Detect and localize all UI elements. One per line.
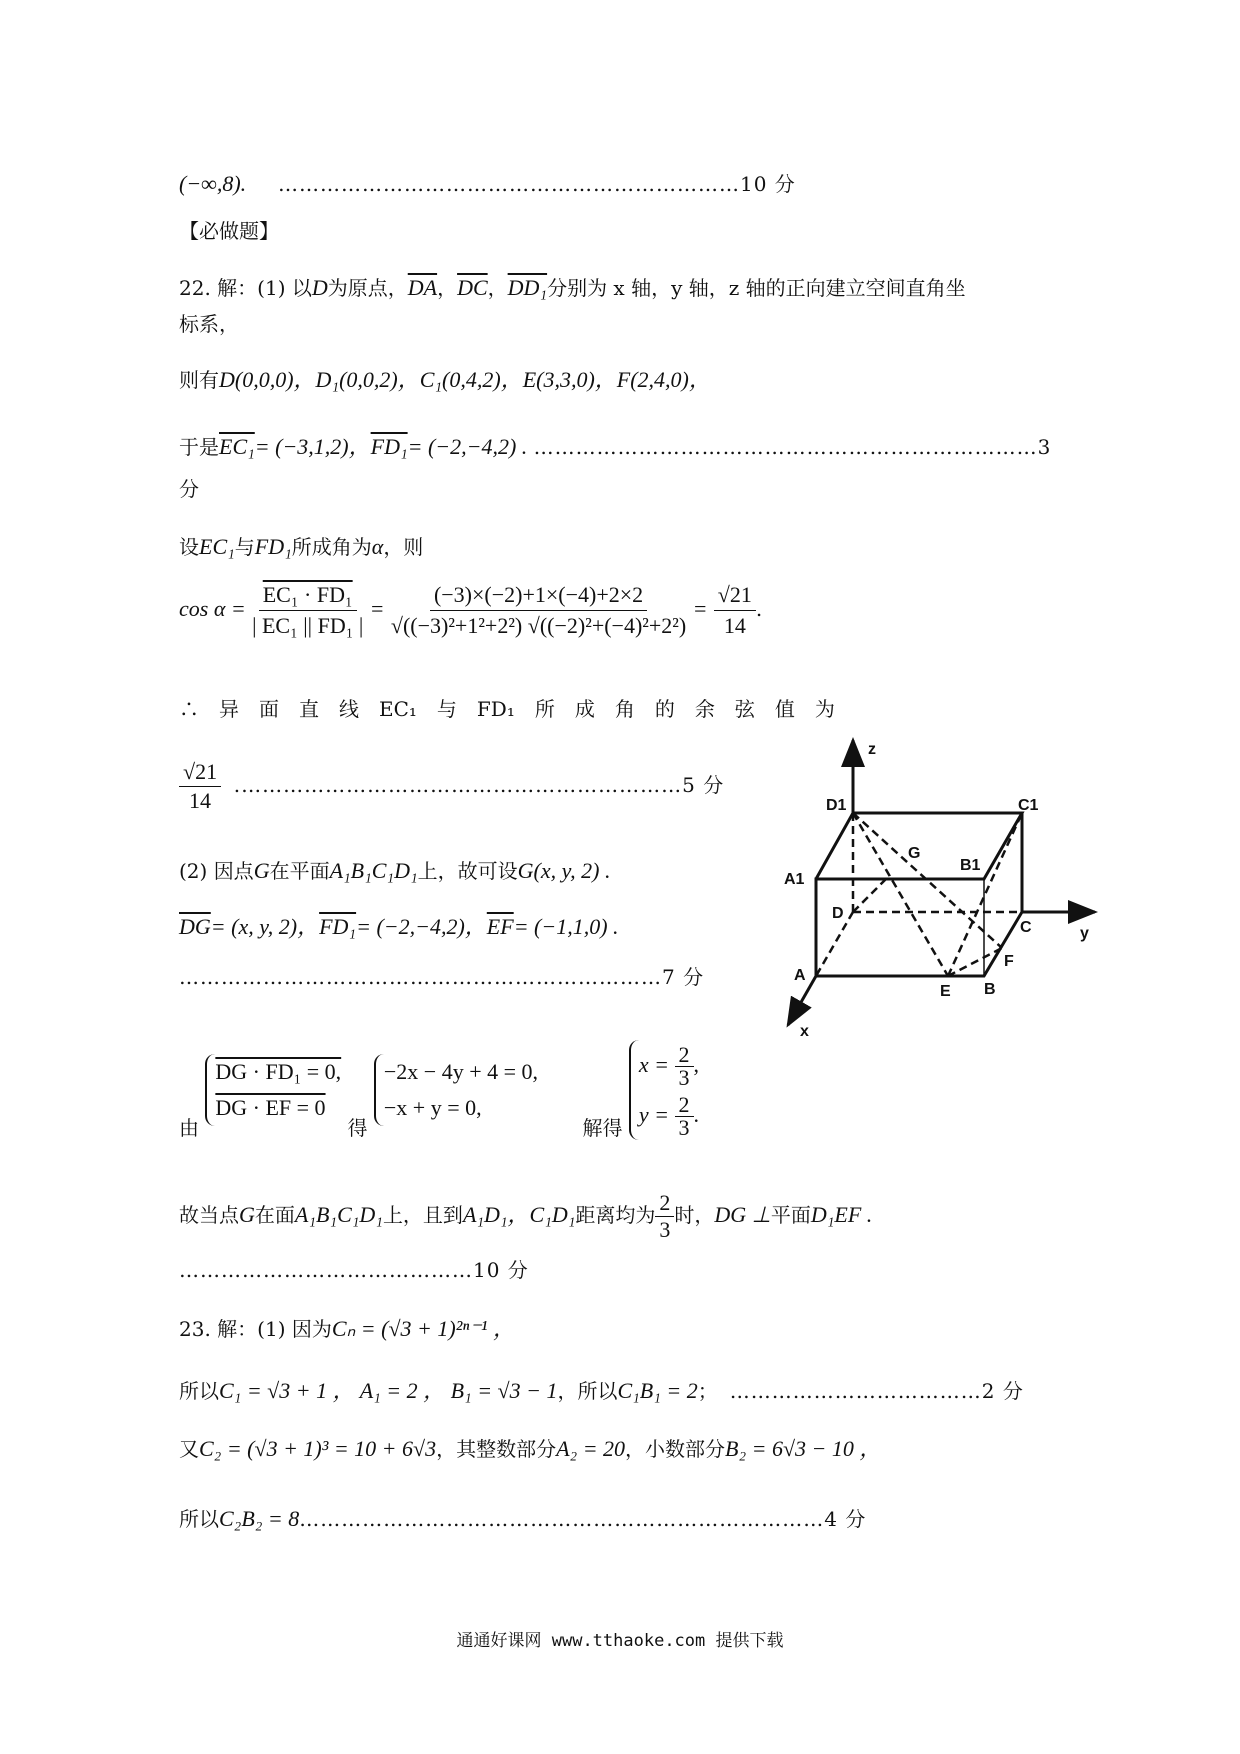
fraction [714,580,756,641]
text: 故当点 [179,1203,239,1227]
math: = (x, y, 2)， [210,914,320,939]
fraction [675,1044,694,1089]
numerator: 2 [655,1190,674,1217]
score-dots: ………………………………………………………………3 [533,435,1052,459]
coords-line [179,368,711,392]
text: (2) 因点 [179,859,254,883]
label: B1 [960,857,981,874]
text: 上，故可设 [417,859,518,883]
equation: x = [638,1052,670,1077]
text: 22. 解：(1) 以 [179,276,312,300]
text: ，所以 [557,1379,618,1403]
math: G(x, y, 2) . [517,858,611,883]
text: 所以 [179,1379,219,1403]
text: 设 [179,535,199,559]
fraction [655,1190,674,1243]
math: C₂B₂ = 8 [219,1506,300,1531]
math: D₁EF . [810,1202,873,1227]
text: 所成角为 [291,535,372,559]
math: α [371,534,384,559]
text: 为原点， [327,276,408,300]
result-line [179,758,724,815]
math: D [311,275,328,300]
footer: 通通好课网 www.tthaoke.com 提供下载 [456,1631,784,1651]
math: C₁B₁ = 2 [617,1378,698,1403]
part2-line [179,859,610,883]
denominator: | EC₁ || FD₁ | [252,613,364,638]
text: 分别为 x 轴，y 轴，z 轴的正向建立空间直角坐 [547,276,966,300]
text: . [755,597,763,621]
math: cos α = [179,596,246,621]
label: G [908,845,921,862]
text: ，小数部分 [625,1437,726,1461]
equation: y = [638,1102,670,1127]
math: C₂ = (√3 + 1)³ = 10 + 6√3 [199,1436,437,1461]
fraction [675,1094,694,1139]
vector: $\overline{EF}$ [486,914,514,939]
fraction [391,580,686,641]
text: 时， [674,1203,715,1227]
text: 在平面 [269,859,330,883]
dashed-edges [816,813,1022,976]
numerator: √21 [179,758,221,787]
math: D(0,0,0)，D₁(0,0,2)，C₁(0,4,2)，E(3,3,0)，F(2,4,0)， [219,367,711,392]
cuboid-diagram [780,720,1120,1040]
label: F [1004,953,1014,970]
vector: $\overline{DA}$ [407,275,438,300]
label: C1 [1018,797,1039,814]
math: A₁B₁C₁D₁ [294,1202,383,1227]
text-line: 标系， [179,312,239,336]
system-1 [205,1054,341,1126]
section-heading: 【必做题】 [179,219,279,243]
vector: $\overline{DC}$ [457,275,488,300]
text-line: 分 [179,477,199,501]
math: = (−3,1,2)， [254,434,371,459]
math: EC₁ [199,534,235,559]
text: 则有 [179,368,219,392]
label: A [794,967,806,984]
text: 23. 解：(1) 因为 [179,1317,332,1341]
math: B₂ = 6√3 − 10 ， [725,1436,882,1461]
text: , [693,1052,700,1077]
vector: DD₁ [507,275,548,300]
text: 于是 [179,435,219,459]
text: 得 [347,1116,368,1140]
text: 与 [234,535,255,559]
vectors-line-2 [179,915,619,939]
label: z [868,741,876,758]
q23-intro [179,1317,515,1341]
math: G [253,858,270,883]
denominator: 14 [189,788,212,813]
edge [816,813,1022,976]
denominator: 3 [678,1065,690,1091]
text: 解得 [582,1116,623,1140]
numerator: 2 [675,1094,694,1117]
math: (−∞,8). [179,171,247,196]
math: = (−2,−4,2)， [356,914,487,939]
cosine-formula [179,580,762,641]
conclusion-line: ∴ 异 面 直 线 EC₁ 与 FD₁ 所 成 角 的 余 弦 值 为 [179,697,835,721]
vectors-line [179,435,1051,459]
math: = [369,596,385,621]
score-dots: ； ………………………………2 分 [697,1379,1024,1403]
math: Cₙ = (√3 + 1)²ⁿ⁻¹ ， [331,1316,515,1341]
label: x [800,1023,809,1040]
label: D1 [826,797,847,814]
score-dots: ……………………………………………………………7 分 [179,965,705,989]
q22-intro [179,276,966,300]
vector: FD₁ [319,914,357,939]
part2-conclusion [179,1190,872,1243]
math: A₂ = 20 [556,1436,626,1461]
text: 平面 [770,1203,811,1227]
angle-line [179,535,423,559]
label: A1 [784,871,805,888]
score-dots: .………………………………………………………5 分 [233,773,725,797]
math: A₁B₁C₁D₁ [329,858,418,883]
numerator: √21 [714,580,756,611]
text: 由 [179,1116,199,1140]
math: = [692,596,708,621]
denominator: 14 [723,613,746,638]
text: ，其整数部分 [436,1437,557,1461]
math: A₁D₁，C₁D₁ [462,1202,576,1227]
math: DG ⊥ [714,1202,771,1227]
text: 所以 [179,1507,219,1531]
vertex-labels [784,741,1089,1040]
equation: −2x − 4y + 4 = 0, [383,1059,539,1084]
equation: −x + y = 0, [383,1095,482,1120]
math: FD₁ [254,534,292,559]
score-dots: …………………………………………………………………4 分 [299,1507,867,1531]
text: 距离均为 [575,1203,656,1227]
vector: FD₁ [370,434,408,459]
text: ，则 [383,535,424,559]
text: 在面 [254,1203,295,1227]
text: ， [437,276,458,300]
line-prev-answer [179,172,796,196]
equation-system [179,1040,699,1140]
score-dots: ……………………………………10 分 [179,1258,529,1282]
text: 上，且到 [382,1203,463,1227]
label: B [984,981,996,998]
system-2 [374,1054,538,1126]
math: G [239,1202,255,1227]
label: D [832,905,844,922]
denominator: 3 [678,1115,690,1141]
vector: $\overline{DG}$ [179,914,211,939]
q23-line-1 [179,1379,1024,1403]
text: ， [487,276,508,300]
math: C₁ = √3 + 1 ， A₁ = 2 ， B₁ = √3 − 1 [219,1378,558,1403]
numerator: EC₁ · FD₁ [259,580,357,611]
label: C [1020,919,1032,936]
text: . [693,1102,700,1127]
denominator: 3 [659,1217,671,1242]
label: E [940,983,951,1000]
denominator: √((−3)²+1²+2²) √((−2)²+(−4)²+2²) [390,613,687,638]
vector: EC₁ [219,434,255,459]
label: y [1080,925,1089,942]
system-solution [629,1040,699,1140]
q23-line-3 [179,1507,866,1531]
text: 又 [179,1437,199,1461]
equation: DG · FD₁ = 0, [215,1059,342,1084]
score-dots: …………………………………………………………10 分 [277,172,796,196]
numerator: (−3)×(−2)+1×(−4)+2×2 [430,580,647,611]
equation: DG · EF = 0 [215,1095,326,1120]
q23-line-2 [179,1437,881,1461]
math: = (−1,1,0) . [513,914,619,939]
numerator: 2 [675,1044,694,1067]
fraction [252,580,363,641]
fraction [179,758,221,815]
math: = (−2,−4,2) . [407,434,528,459]
